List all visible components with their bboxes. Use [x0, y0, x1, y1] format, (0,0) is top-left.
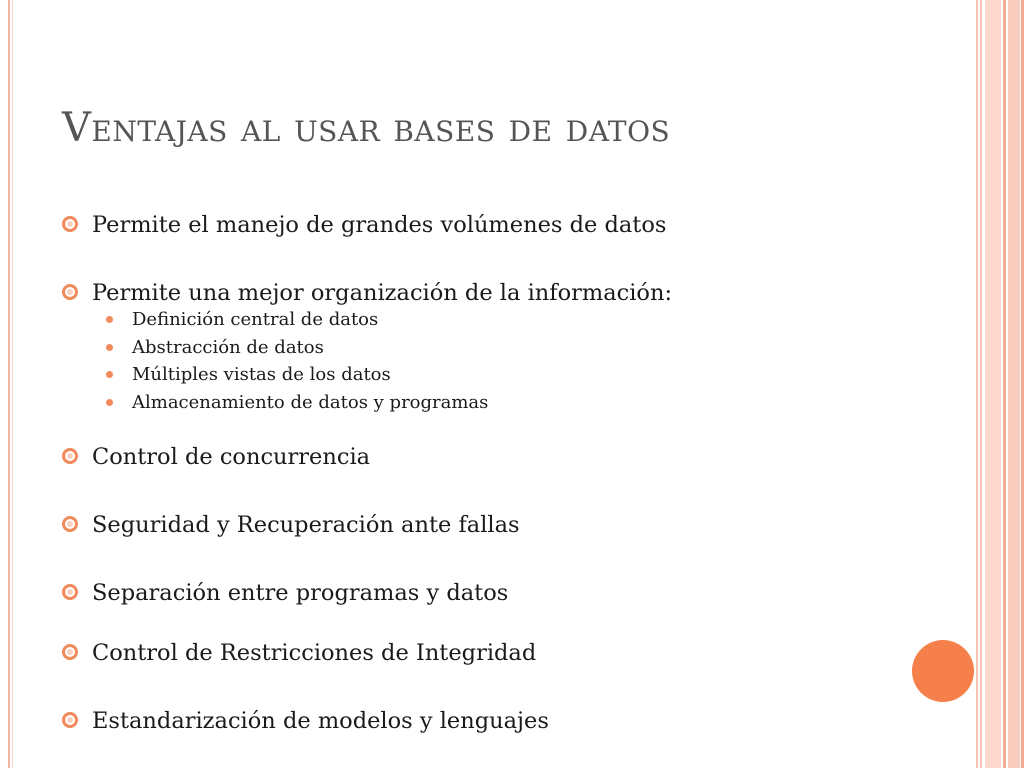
- bullet-item: [62, 636, 942, 670]
- bullet-text: Seguridad y Recuperación ante fallas: [92, 512, 520, 538]
- bullet-item: [62, 208, 942, 242]
- sub-bullet-text: Abstracción de datos: [132, 336, 324, 358]
- sub-bullet-dot-icon: [106, 399, 113, 406]
- sub-bullet-item: [92, 334, 942, 362]
- sub-bullet-dot-icon: [106, 344, 113, 351]
- bullet-text: Control de Restricciones de Integridad: [92, 640, 537, 666]
- bullet-text: Permite una mejor organización de la información:: [92, 280, 673, 306]
- bullet-item: [62, 440, 942, 474]
- bullet-text: Control de concurrencia: [92, 444, 371, 470]
- bullet-item: [62, 704, 942, 738]
- bullet-marker-icon: [62, 448, 78, 464]
- bullet-marker-icon: [62, 584, 78, 600]
- slide-title: Ventajas al usar bases de datos: [62, 105, 671, 151]
- right-decorative-stripes: [976, 0, 1024, 768]
- bullet-item: [62, 576, 942, 610]
- sub-bullet-text: Múltiples vistas de los datos: [132, 364, 391, 385]
- sub-bullet-dot-icon: [106, 371, 113, 378]
- bullet-marker-icon: [62, 644, 78, 660]
- left-border-line-inner: [12, 0, 13, 768]
- sub-bullet-text: Definición central de datos: [132, 309, 379, 330]
- sub-bullet-item: [92, 389, 942, 417]
- bullet-marker-icon: [62, 284, 78, 300]
- sub-bullet-item: [92, 306, 942, 334]
- sub-bullet-text: Almacenamiento de datos y programas: [132, 391, 489, 413]
- bullet-marker-icon: [62, 516, 78, 532]
- decorative-orange-circle: [912, 640, 974, 702]
- bullet-text: Estandarización de modelos y lenguajes: [92, 708, 549, 734]
- left-border-line: [8, 0, 10, 768]
- bullet-text: Separación entre programas y datos: [92, 580, 509, 606]
- bullet-item: [62, 276, 942, 416]
- sub-bullet-dot-icon: [106, 316, 113, 323]
- bullet-text: Permite el manejo de grandes volúmenes de datos: [92, 212, 667, 238]
- sub-bullet-item: [92, 361, 942, 389]
- bullet-list: [62, 178, 942, 738]
- sub-bullet-list: [92, 306, 942, 416]
- bullet-marker-icon: [62, 712, 78, 728]
- bullet-marker-icon: [62, 216, 78, 232]
- bullet-item: [62, 508, 942, 542]
